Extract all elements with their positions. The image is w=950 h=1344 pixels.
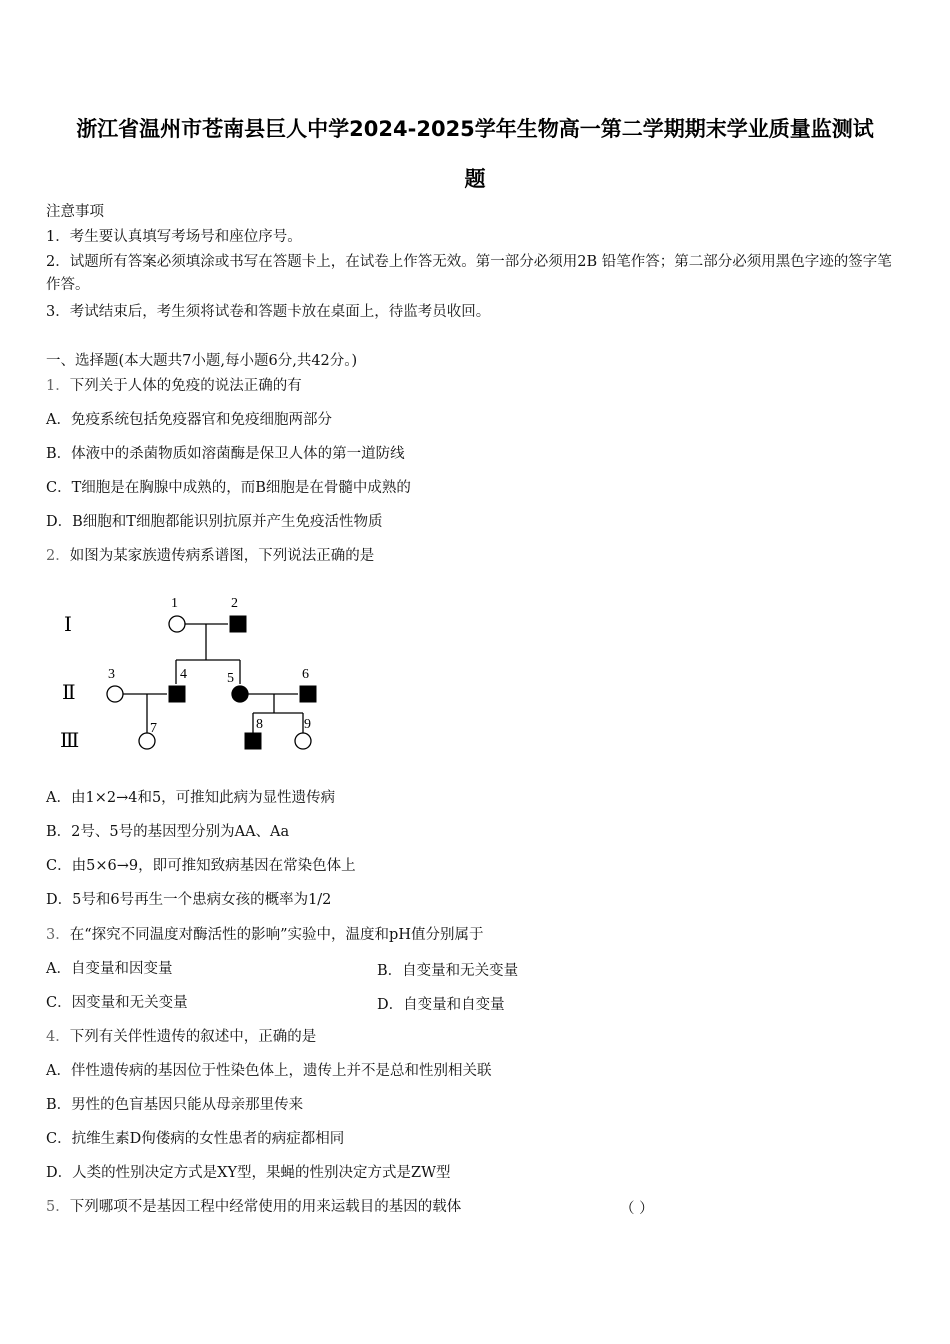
pedigree-label-1: 1 — [171, 596, 178, 611]
question-5-stem: 5．下列哪项不是基因工程中经常使用的用来运载目的基因的载体 — [46, 1199, 462, 1215]
notice-item-3: 3．考试结束后，考生须将试卷和答题卡放在桌面上，待监考员收回。 — [46, 304, 491, 320]
question-1-option-d: D．B细胞和T细胞都能识别抗原并产生免疫活性物质 — [46, 514, 383, 530]
pedigree-individual-6 — [300, 686, 316, 702]
question-2-stem: 2．如图为某家族遗传病系谱图，下列说法正确的是 — [46, 548, 375, 564]
question-3-stem: 3．在“探究不同温度对酶活性的影响”实验中，温度和pH值分别属于 — [46, 927, 484, 943]
pedigree-label-2: 2 — [231, 596, 238, 611]
question-3-option-c: C．因变量和无关变量 — [46, 995, 188, 1011]
question-2-option-b: B．2号、5号的基因型分别为AA、Aa — [46, 824, 290, 840]
question-4-option-a: A．伴性遗传病的基因位于性染色体上，遗传上并不是总和性别相关联 — [46, 1063, 492, 1079]
notice-heading: 注意事项 — [46, 204, 104, 220]
exam-title-line1: 浙江省温州市苍南县巨人中学2024-2025学年生物高一第二学期期末学业质量监测试 — [76, 117, 874, 141]
pedigree-label-7: 7 — [150, 721, 157, 736]
question-4-stem: 4．下列有关伴性遗传的叙述中，正确的是 — [46, 1029, 317, 1045]
notice-item-1: 1．考生要认真填写考场号和座位序号。 — [46, 229, 302, 245]
question-2-option-a: A．由1×2→4和5，可推知此病为显性遗传病 — [46, 790, 336, 806]
pedigree-label-6: 6 — [302, 667, 309, 682]
pedigree-individual-9 — [295, 733, 311, 749]
question-4-option-c: C．抗维生素D佝偻病的女性患者的病症都相同 — [46, 1131, 345, 1147]
question-1-number: 1． — [46, 378, 70, 394]
question-1-stem: 1．下列关于人体的免疫的说法正确的有 — [46, 378, 302, 394]
pedigree-label-8: 8 — [256, 717, 263, 732]
generation-label-1: Ⅰ — [64, 614, 72, 636]
question-2-number: 2． — [46, 548, 70, 564]
pedigree-individual-2 — [230, 616, 246, 632]
question-1-option-c: C．T细胞是在胸腺中成熟的，而B细胞是在骨髓中成熟的 — [46, 480, 411, 496]
question-3-number: 3． — [46, 927, 70, 943]
question-1-option-b: B．体液中的杀菌物质如溶菌酶是保卫人体的第一道防线 — [46, 446, 405, 462]
pedigree-individual-8 — [245, 733, 261, 749]
pedigree-label-5: 5 — [227, 671, 234, 686]
pedigree-individual-4 — [169, 686, 185, 702]
pedigree-label-4: 4 — [180, 667, 187, 682]
notice-item-2: 2．试题所有答案必须填涂或书写在答题卡上，在试卷上作答无效。第一部分必须用2B 铅笔作答；第二部分必须用黑色字迹的签字笔作答。 — [46, 254, 892, 293]
question-3-option-d: D．自变量和自变量 — [377, 997, 505, 1013]
pedigree-label-3: 3 — [108, 667, 115, 682]
question-5-number: 5． — [46, 1199, 70, 1215]
pedigree-individual-1 — [169, 616, 185, 632]
answer-bracket: （ ） — [620, 1201, 654, 1217]
generation-label-3: Ⅲ — [60, 730, 80, 752]
question-4-number: 4． — [46, 1029, 70, 1045]
generation-label-2: Ⅱ — [62, 682, 76, 704]
pedigree-individual-3 — [107, 686, 123, 702]
question-2-option-d: D．5号和6号再生一个患病女孩的概率为1/2 — [46, 892, 332, 908]
pedigree-label-9: 9 — [304, 717, 311, 732]
pedigree-chart — [50, 585, 340, 765]
question-4-option-b: B．男性的色盲基因只能从母亲那里传来 — [46, 1097, 304, 1113]
question-2-option-c: C．由5×6→9，即可推知致病基因在常染色体上 — [46, 858, 356, 874]
section-heading: 一、选择题(本大题共7小题,每小题6分,共42分。) — [46, 353, 358, 369]
exam-title-line2: 题 — [464, 167, 486, 191]
question-4-option-d: D．人类的性别决定方式是XY型，果蝇的性别决定方式是ZW型 — [46, 1165, 451, 1181]
question-3-option-b: B．自变量和无关变量 — [377, 963, 519, 979]
question-1-option-a: A．免疫系统包括免疫器官和免疫细胞两部分 — [46, 412, 332, 428]
question-3-option-a: A．自变量和因变量 — [46, 961, 173, 977]
pedigree-individual-5 — [232, 686, 248, 702]
